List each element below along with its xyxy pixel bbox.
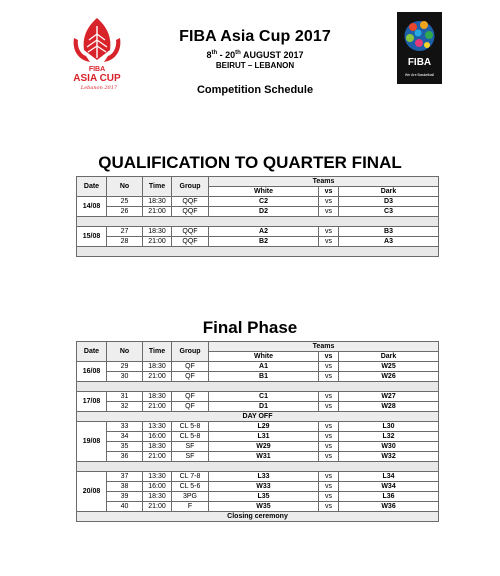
vs-cell: vs (319, 492, 339, 502)
vs-cell: vs (319, 482, 339, 492)
game-group: QF (172, 372, 209, 382)
col-date: Date (77, 342, 107, 362)
game-no: 26 (107, 207, 143, 217)
team-dark: W25 (339, 362, 439, 372)
game-no: 39 (107, 492, 143, 502)
team-dark: L34 (339, 472, 439, 482)
event-location: BEIRUT – LEBANON (215, 61, 295, 70)
team-white: L35 (209, 492, 319, 502)
game-group: QQF (172, 237, 209, 247)
game-no: 28 (107, 237, 143, 247)
game-no: 34 (107, 432, 143, 442)
team-dark: L32 (339, 432, 439, 442)
date-cell: 16/08 (77, 362, 107, 382)
game-group: CL 5-8 (172, 422, 209, 432)
team-white: W29 (209, 442, 319, 452)
fiba-tagline-text: We Are Basketball (404, 73, 435, 77)
team-white: B1 (209, 372, 319, 382)
table-row (77, 452, 439, 462)
team-white: C1 (209, 392, 319, 402)
vs-cell: vs (319, 227, 339, 237)
game-group: SF (172, 452, 209, 462)
team-white: C2 (209, 197, 319, 207)
table-row (77, 482, 439, 492)
team-white: L33 (209, 472, 319, 482)
team-dark: C3 (339, 207, 439, 217)
col-no: No (107, 342, 143, 362)
vs-cell: vs (319, 207, 339, 217)
game-no: 30 (107, 372, 143, 382)
game-no: 29 (107, 362, 143, 372)
game-group: QF (172, 392, 209, 402)
game-group: CL 5-8 (172, 432, 209, 442)
vs-cell: vs (319, 237, 339, 247)
game-no: 36 (107, 452, 143, 462)
col-dark: Dark (339, 187, 439, 197)
col-vs: vs (319, 352, 339, 362)
closing-ceremony-row (77, 512, 439, 522)
asia-cup-logo (66, 16, 128, 92)
team-dark: A3 (339, 237, 439, 247)
date-cell: 15/08 (77, 227, 107, 247)
event-dates (150, 50, 360, 60)
vs-cell: vs (319, 197, 339, 207)
game-no: 38 (107, 482, 143, 492)
logo-script-text: Lebanon 2017 (80, 85, 118, 91)
game-time: 16:00 (143, 432, 172, 442)
logo-asia-cup-text: ASIA CUP (73, 73, 121, 84)
game-no: 31 (107, 392, 143, 402)
col-vs: vs (319, 187, 339, 197)
closing-ceremony-label: Closing ceremony (77, 512, 439, 522)
fiba-logo-text: FIBA (407, 57, 432, 68)
game-time: 18:30 (143, 442, 172, 452)
game-time: 18:30 (143, 392, 172, 402)
separator-cell (77, 217, 439, 227)
day-off-row (77, 412, 439, 422)
team-white: D2 (209, 207, 319, 217)
team-white: W35 (209, 502, 319, 512)
qualification-title: QUALIFICATION TO QUARTER FINAL (98, 153, 402, 172)
game-group: QQF (172, 207, 209, 217)
col-group: Group (172, 177, 209, 197)
table-row (77, 472, 439, 482)
team-dark: B3 (339, 227, 439, 237)
team-dark: W36 (339, 502, 439, 512)
separator-cell (77, 247, 439, 257)
vs-cell: vs (319, 452, 339, 462)
table-row (77, 392, 439, 402)
date-cell: 17/08 (77, 392, 107, 412)
date-end-suffix: th (235, 50, 241, 56)
table-row (77, 362, 439, 372)
separator-row (77, 247, 439, 257)
table-row (77, 502, 439, 512)
game-time: 18:30 (143, 197, 172, 207)
vs-cell: vs (319, 422, 339, 432)
table-row (77, 492, 439, 502)
game-group: QQF (172, 227, 209, 237)
vs-cell: vs (319, 472, 339, 482)
game-no: 40 (107, 502, 143, 512)
table-row (77, 402, 439, 412)
col-no: No (107, 177, 143, 197)
col-teams: Teams (209, 342, 439, 352)
game-no: 33 (107, 422, 143, 432)
final-phase-table (76, 341, 439, 522)
game-time: 21:00 (143, 372, 172, 382)
vs-cell: vs (319, 442, 339, 452)
date-cell: 19/08 (77, 422, 107, 462)
game-time: 21:00 (143, 207, 172, 217)
separator-cell (77, 382, 439, 392)
separator-row (77, 462, 439, 472)
table-row (77, 197, 439, 207)
team-dark: W30 (339, 442, 439, 452)
date-start: 8 (206, 50, 212, 60)
game-no: 27 (107, 227, 143, 237)
game-group: SF (172, 442, 209, 452)
table-row (77, 422, 439, 432)
date-start-suffix: th (211, 50, 218, 56)
col-teams: Teams (209, 177, 439, 187)
game-group: QF (172, 362, 209, 372)
qualification-table (76, 176, 439, 257)
table-header-row (77, 342, 439, 352)
table-row (77, 227, 439, 237)
col-white: White (209, 187, 319, 197)
vs-cell: vs (319, 402, 339, 412)
vs-cell: vs (319, 502, 339, 512)
table-row (77, 442, 439, 452)
game-time: 13:30 (143, 422, 172, 432)
game-no: 35 (107, 442, 143, 452)
table-row (77, 432, 439, 442)
game-group: 3PG (172, 492, 209, 502)
col-group: Group (172, 342, 209, 362)
game-group: F (172, 502, 209, 512)
game-time: 18:30 (143, 227, 172, 237)
vs-cell: vs (319, 432, 339, 442)
table-header-row (77, 177, 439, 187)
col-white: White (209, 352, 319, 362)
date-cell: 14/08 (77, 197, 107, 217)
team-white: D1 (209, 402, 319, 412)
team-dark: W27 (339, 392, 439, 402)
vs-cell: vs (319, 362, 339, 372)
game-time: 16:00 (143, 482, 172, 492)
basketball-globe-icon (405, 21, 435, 51)
game-time: 21:00 (143, 402, 172, 412)
date-mid: - 20 (217, 50, 236, 60)
cedar-flame-icon (74, 18, 121, 62)
team-dark: W34 (339, 482, 439, 492)
date-end: AUGUST 2017 (240, 50, 304, 60)
team-dark: W26 (339, 372, 439, 382)
col-dark: Dark (339, 352, 439, 362)
team-dark: L30 (339, 422, 439, 432)
vs-cell: vs (319, 392, 339, 402)
game-no: 37 (107, 472, 143, 482)
col-time: Time (143, 342, 172, 362)
game-no: 32 (107, 402, 143, 412)
fiba-logo (397, 12, 442, 84)
team-white: A2 (209, 227, 319, 237)
col-time: Time (143, 177, 172, 197)
team-white: L29 (209, 422, 319, 432)
separator-row (77, 382, 439, 392)
date-cell: 20/08 (77, 472, 107, 512)
game-time: 21:00 (143, 452, 172, 462)
game-time: 21:00 (143, 237, 172, 247)
team-white: W31 (209, 452, 319, 462)
col-date: Date (77, 177, 107, 197)
document-header (150, 28, 360, 96)
event-title: FIBA Asia Cup 2017 (179, 28, 331, 45)
game-time: 18:30 (143, 492, 172, 502)
table-row (77, 207, 439, 217)
game-group: CL 7-8 (172, 472, 209, 482)
game-time: 21:00 (143, 502, 172, 512)
separator-row (77, 217, 439, 227)
team-white: W33 (209, 482, 319, 492)
team-white: L31 (209, 432, 319, 442)
game-time: 18:30 (143, 362, 172, 372)
final-phase-title: Final Phase (202, 318, 298, 337)
team-dark: L36 (339, 492, 439, 502)
schedule-heading: Competition Schedule (196, 84, 314, 96)
table-row (77, 372, 439, 382)
team-dark: W32 (339, 452, 439, 462)
team-dark: W28 (339, 402, 439, 412)
team-white: A1 (209, 362, 319, 372)
game-no: 25 (107, 197, 143, 207)
logo-fiba-text: FIBA (88, 66, 106, 73)
team-white: B2 (209, 237, 319, 247)
game-time: 13:30 (143, 472, 172, 482)
game-group: QQF (172, 197, 209, 207)
table-row (77, 237, 439, 247)
game-group: QF (172, 402, 209, 412)
separator-cell (77, 462, 439, 472)
vs-cell: vs (319, 372, 339, 382)
day-off-label: DAY OFF (77, 412, 439, 422)
game-group: CL 5-6 (172, 482, 209, 492)
team-dark: D3 (339, 197, 439, 207)
